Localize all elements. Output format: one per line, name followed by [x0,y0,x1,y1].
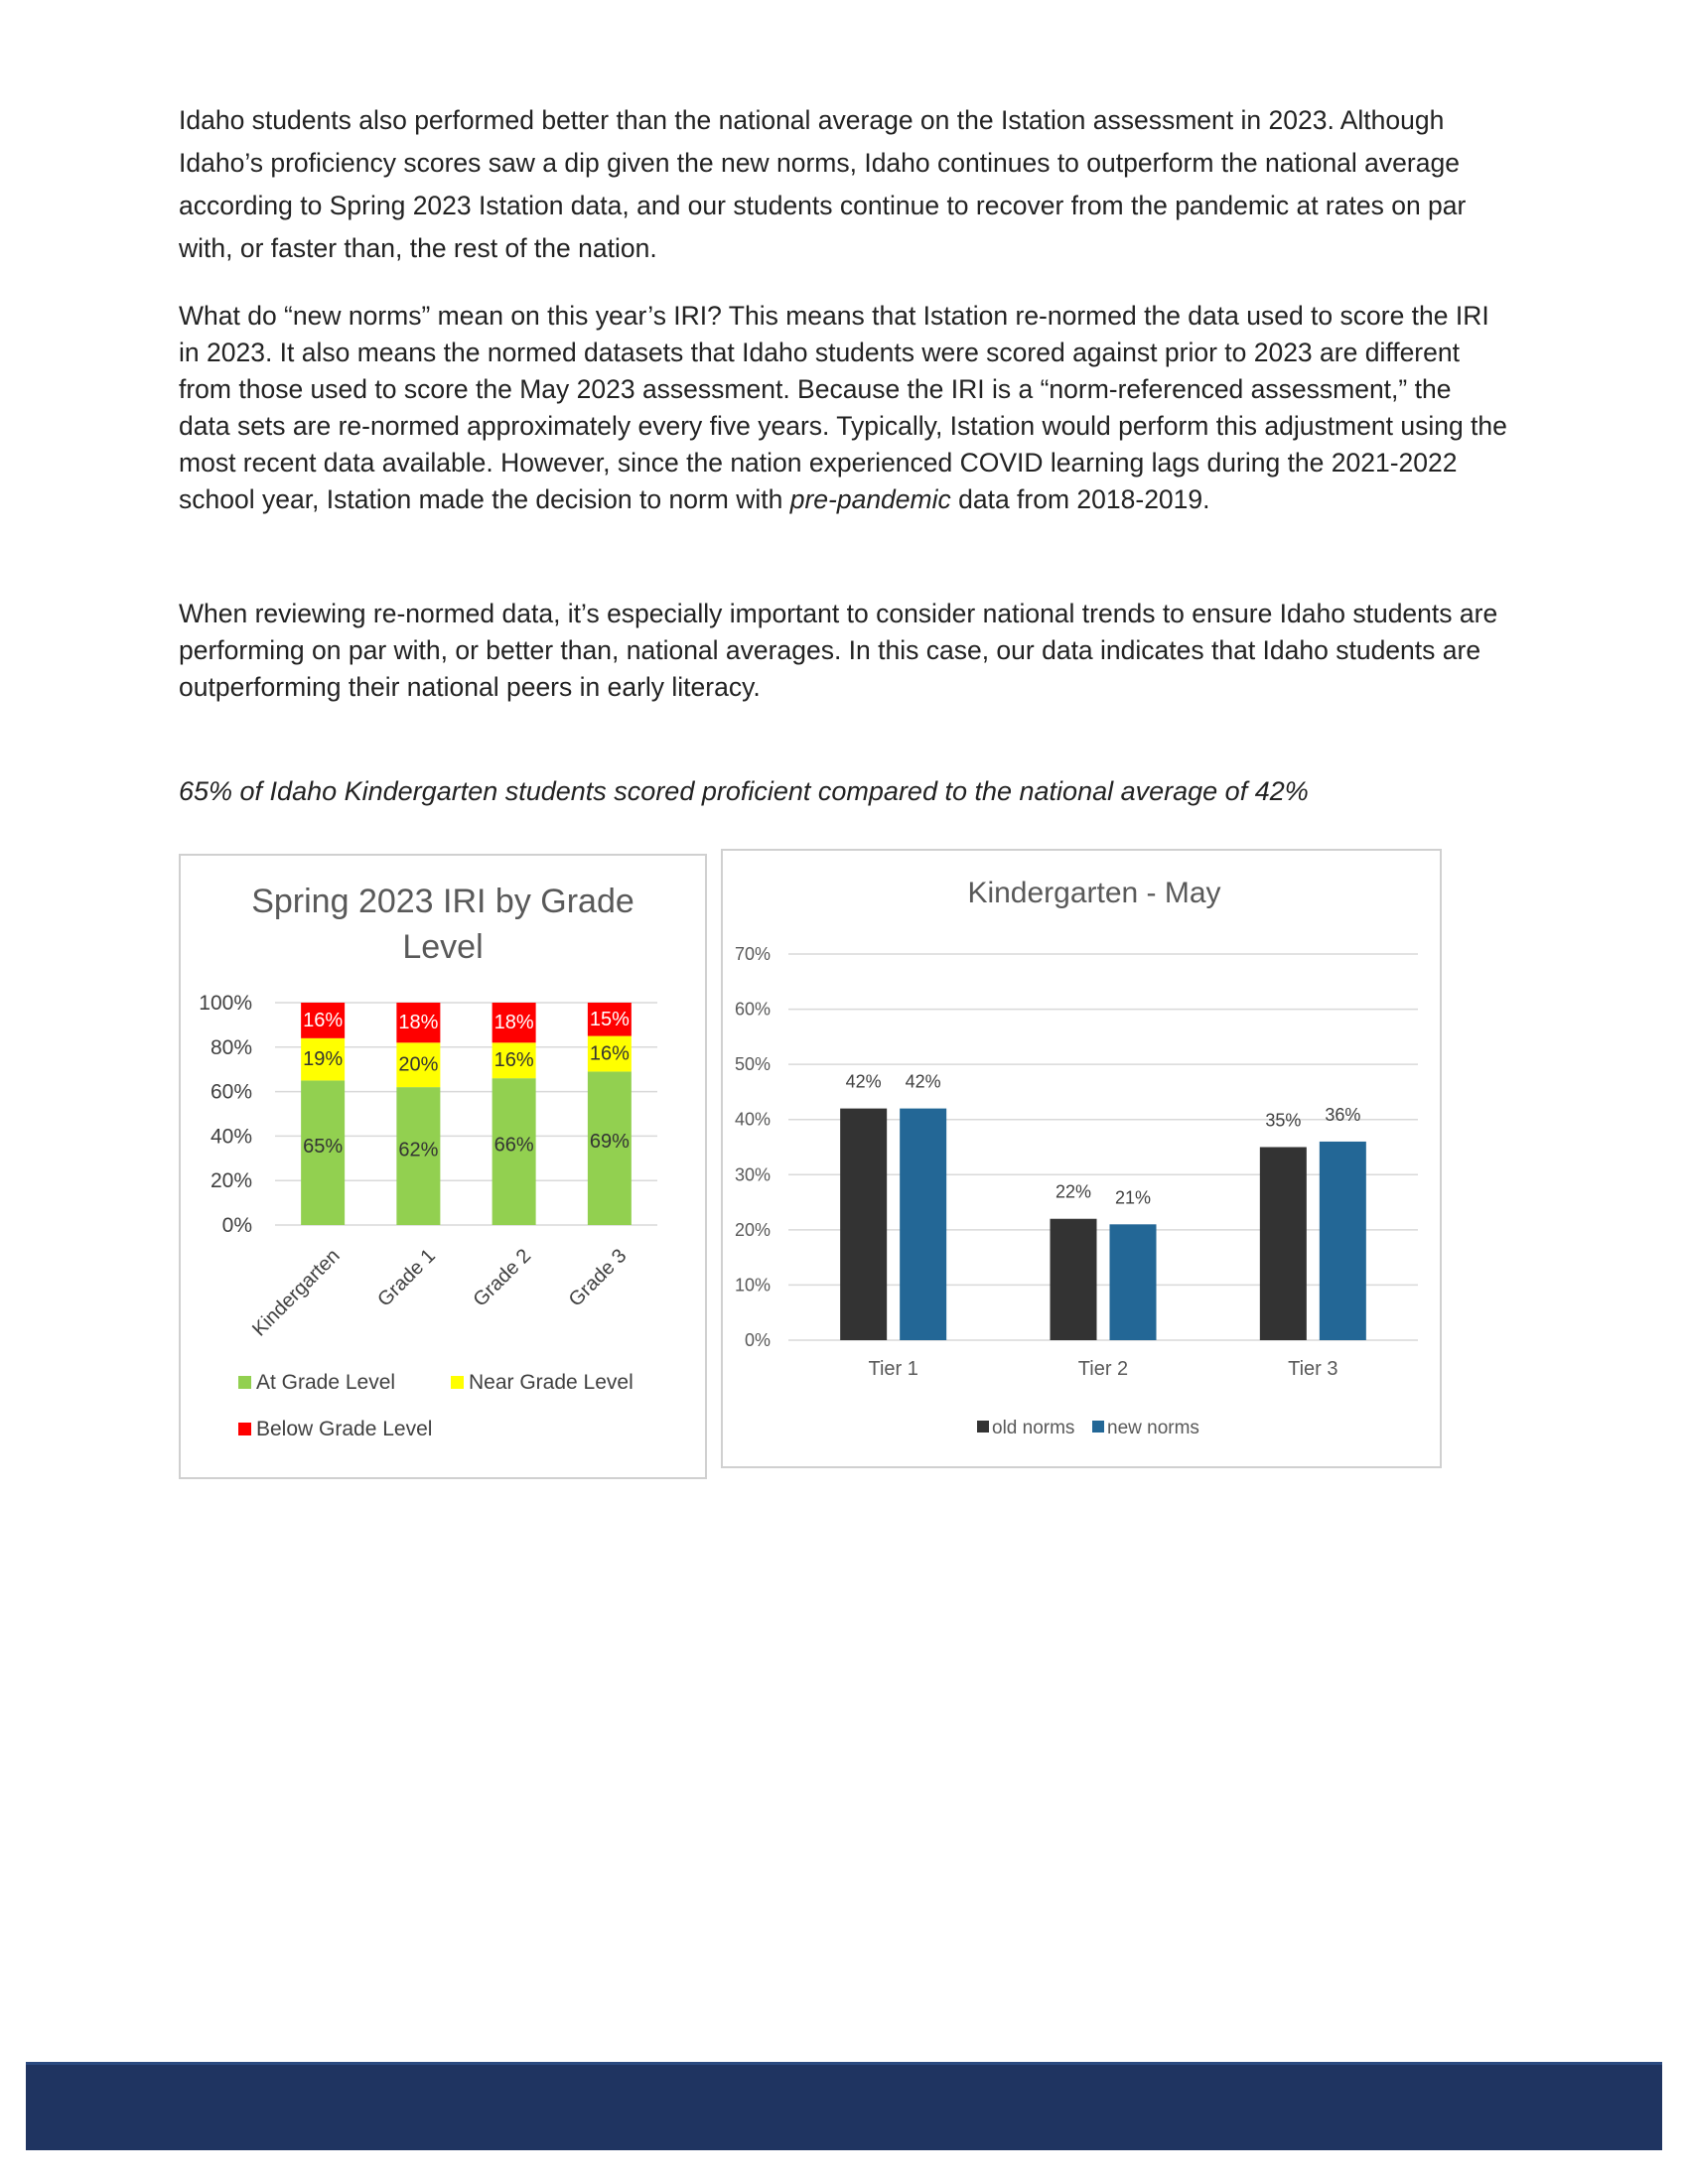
y-tick-label: 100% [199,992,252,1015]
pre-pandemic-emphasis: pre-pandemic [789,484,951,514]
legend-swatch [977,1421,989,1433]
legend-swatch [238,1376,251,1389]
intro-paragraph: Idaho students also performed better than the national average on the Istation assessment in 2023. Although Idaho’s proficiency scores saw a dip given the new norms, Idaho continues to outperform the national average according to Spring 2023 Istation data, and our students continue to recover from the pandemic at rates on par with, or faster than, the rest of the nation. [179,105,1467,263]
data-label: 16% [303,1009,344,1031]
chart-title-line: Spring 2023 IRI by Grade [251,883,634,920]
iri-grade-level-chart-svg [181,856,705,1477]
data-label: 42% [845,1071,882,1092]
national-trends-paragraph: When reviewing re-normed data, it’s especially important to consider national trends to ensure Idaho students are performing on par with, or better than, national averages. In this case, our data indicates that Idaho students are outperforming their national peers in early literacy. [179,599,1498,702]
legend-label: old norms [992,1418,1075,1438]
x-category-label: Tier 2 [1077,1358,1129,1380]
legend-label: Near Grade Level [469,1371,633,1394]
new-norms-paragraph [179,298,1509,518]
y-tick-label: 60% [210,1080,252,1104]
data-label: 20% [398,1053,439,1076]
data-label: 16% [589,1042,630,1065]
data-label: 21% [1114,1187,1152,1208]
data-label: 69% [589,1130,630,1153]
bar-new-norms [1320,1142,1366,1340]
x-category-label: Tier 3 [1288,1358,1338,1380]
legend-label: At Grade Level [256,1371,396,1394]
x-category-label: Grade 1 [373,1244,440,1311]
data-label: 36% [1325,1104,1361,1125]
y-tick-label: 0% [221,1214,252,1237]
data-label: 35% [1265,1110,1302,1131]
kindergarten-may-chart [721,849,1442,1468]
legend-swatch [1092,1421,1104,1433]
y-tick-label: 70% [734,944,771,964]
data-label: 18% [493,1012,534,1034]
y-tick-label: 30% [734,1164,771,1185]
data-label: 18% [398,1012,439,1034]
y-tick-label: 50% [734,1054,771,1075]
legend-swatch [238,1423,251,1435]
new-norms-text: What do “new norms” mean on this year’s IRI? This means that Istation re-normed the data used to score the IRI in 2023. It also means the normed datasets that Idaho students were scored against prior to 2023 are different from those used to score the May 2023 assessment. Because the IRI is a “norm-referenced assessment,” the data sets are re-normed approximately every five years. Typically, Istation would perform this adjustment using the most recent data available. However, since the nation experienced COVID learning lags during the 2021-2022 school year, Istation made the decision to norm with [179,301,1507,514]
data-label: 42% [905,1071,941,1092]
chart-title: Kindergarten - May [967,877,1221,909]
y-tick-label: 40% [210,1125,252,1149]
x-category-label: Grade 2 [469,1244,536,1311]
bar-new-norms [900,1109,946,1340]
chart-caption: 65% of Idaho Kindergarten students scored proficient compared to the national average of 42% [179,776,1309,806]
x-category-label: Grade 3 [564,1244,632,1311]
data-label: 15% [589,1008,630,1030]
bar-old-norms [1260,1148,1307,1341]
data-label: 16% [493,1049,534,1072]
y-tick-label: 20% [210,1169,252,1193]
kindergarten-may-chart-svg [723,851,1440,1466]
bar-old-norms [1051,1219,1097,1340]
y-tick-label: 10% [734,1275,771,1296]
x-category-label: Kindergarten [248,1244,345,1341]
legend-label: Below Grade Level [256,1418,433,1440]
legend-swatch [451,1376,464,1389]
x-category-label: Tier 1 [868,1358,918,1380]
y-tick-label: 60% [734,999,771,1020]
data-label: 19% [303,1048,344,1071]
iri-grade-level-chart [179,854,707,1479]
data-label: 66% [493,1134,534,1157]
footer-bar [26,2062,1662,2150]
y-tick-label: 20% [734,1219,771,1240]
data-label: 62% [398,1139,439,1161]
chart-title-line: Level [402,928,484,966]
legend-label: new norms [1107,1418,1199,1438]
bar-new-norms [1110,1224,1157,1340]
data-label: 65% [303,1135,344,1158]
y-tick-label: 80% [210,1035,252,1059]
y-tick-label: 40% [734,1109,771,1130]
bar-old-norms [840,1109,887,1340]
data-label: 22% [1055,1181,1092,1202]
y-tick-label: 0% [744,1330,771,1350]
new-norms-text-end: data from 2018-2019. [950,484,1210,514]
